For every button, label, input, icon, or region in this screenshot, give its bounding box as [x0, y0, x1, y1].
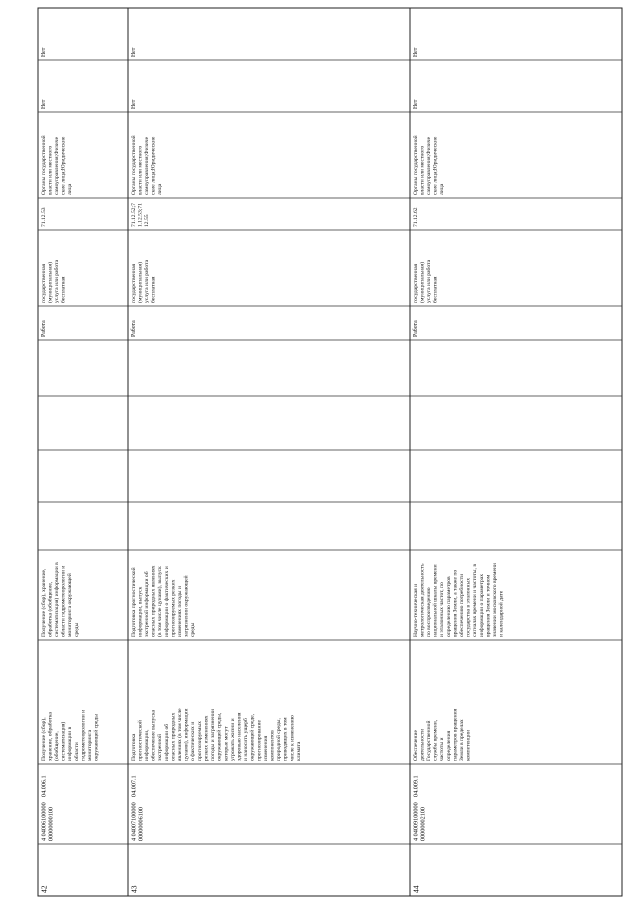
registry-code — [412, 802, 426, 841]
service-content-line: вращения Земли, а также по — [452, 569, 459, 637]
service-content-line: Подготовка прогностической — [130, 567, 137, 637]
consumers-line: ские лица;Юридические — [60, 136, 67, 195]
service-content — [413, 563, 505, 637]
service-name-line: погоды и загрязнении — [210, 709, 217, 761]
service-name-line: окружающей среды, — [216, 712, 223, 761]
payment-status-line: бесплатная — [432, 276, 439, 303]
service-name-line: Обеспечение — [412, 729, 419, 761]
service-type-line: Работа — [40, 320, 47, 337]
okved-codes — [413, 207, 419, 227]
service-content-line: Получение (сбор), хранение, — [40, 568, 47, 637]
payment-status-line: услуга или работа — [425, 259, 432, 303]
service-name-line: Получение (сбор), — [40, 717, 47, 761]
service-name-line: компонентов — [269, 730, 276, 761]
service-code — [130, 775, 137, 797]
service-content-line: Научно-техническая и — [412, 583, 419, 637]
payment-status — [41, 259, 67, 303]
service-name-line: (обобщение, — [53, 731, 60, 761]
service-code-line: 04.007.1 — [130, 775, 138, 797]
service-content-line: прогнозируемых резких — [170, 579, 177, 637]
okved-codes — [41, 207, 47, 227]
payment-status-line: государственная — [412, 263, 419, 303]
service-content-line: и календарной дате — [498, 590, 505, 637]
service-name-line: приводящих в том — [282, 717, 289, 761]
consumers-line: лица — [439, 183, 446, 195]
registry-code — [130, 802, 144, 841]
okved-codes — [131, 203, 150, 227]
service-name-line: здоровью населения — [236, 712, 243, 761]
flag-licensing — [131, 99, 137, 109]
service-name-line: определения — [445, 730, 452, 761]
flag-registry-line: Нет — [40, 47, 47, 57]
flag-registry — [41, 47, 47, 57]
consumers-line: Органы государственной — [130, 135, 137, 195]
service-code-line: 04.009.1 — [412, 775, 420, 797]
service-name-line: прогнозируемых — [196, 721, 203, 761]
service-name-line: явлениях (в том числе — [177, 708, 184, 761]
service-name-line: информации об — [163, 723, 170, 761]
consumers — [40, 135, 73, 195]
service-name-line: компетенции — [465, 729, 472, 761]
okved-codes-line: 1.12.53;71 — [137, 203, 144, 227]
service-content-line: опасных природных явлениях — [150, 565, 157, 637]
service-type-line: Работа — [130, 320, 137, 337]
consumers — [412, 135, 445, 195]
service-code — [412, 775, 419, 797]
service-code-line: 04.006.1 — [40, 775, 48, 797]
service-content-line: систематизация) информации в — [53, 562, 60, 637]
service-name-line: обеспечение выпуска — [150, 710, 157, 761]
service-name-line: экстренной — [157, 733, 164, 761]
service-type — [130, 320, 137, 337]
service-name-line: опасных природных — [170, 712, 177, 761]
registry-code-line: 4 04007100000 — [130, 802, 138, 841]
service-name-line: прогнозирование — [256, 720, 263, 761]
service-name-line: службы времени, — [432, 719, 439, 761]
service-content-line: сигналах времени и частоты, в — [472, 564, 479, 637]
service-name-line: цунами), информации — [183, 708, 190, 761]
okved-codes-line: 71.12.62 — [412, 207, 419, 227]
service-content-line: информации, выпуск — [137, 586, 144, 637]
service-content-line: обработка (обобщение, — [47, 581, 54, 637]
service-name — [412, 708, 472, 761]
consumers-line: самоуправления;Физиче — [425, 136, 432, 195]
registry-code-line: 00000002100 — [419, 806, 427, 841]
consumers-line: власти или местного — [419, 145, 426, 195]
service-content-line: изменениях погоды и — [177, 586, 184, 637]
payment-status-line: (муниципальная) — [137, 262, 144, 303]
service-content-line: информации о параметрах — [478, 573, 485, 637]
consumers-line: власти или местного — [47, 145, 54, 195]
service-name-line: частоты и — [439, 737, 446, 761]
service-name-line: области — [73, 742, 80, 761]
payment-status — [413, 259, 439, 303]
payment-status-line: услуга или работа — [53, 259, 60, 303]
registry-code-line: 4 04009100000 — [412, 802, 420, 841]
flag-registry — [413, 47, 419, 57]
service-name-line: изменения — [262, 735, 269, 761]
service-code — [40, 775, 47, 797]
flag-registry — [131, 47, 137, 57]
registry-code — [40, 802, 54, 841]
service-content-line: значении московского времени — [492, 563, 499, 637]
service-name — [131, 708, 302, 761]
flag-registry-line: Нет — [130, 47, 137, 57]
consumers-line: лица — [157, 183, 164, 195]
service-content-line: национальной шкалы времени — [432, 564, 439, 637]
service-content-line: обеспечению потребности — [459, 573, 466, 637]
service-name-line: хранение, обработка — [47, 712, 54, 761]
service-name-line: окружающей среде, — [249, 713, 256, 761]
payment-status-line: услуга или работа — [143, 259, 150, 303]
service-name-line: климата — [295, 741, 302, 761]
consumers-line: власти или местного — [137, 145, 144, 195]
service-name-line: о фактических и — [190, 721, 197, 761]
registry-code-line: 00000006100 — [137, 806, 145, 841]
payment-status — [131, 259, 157, 303]
row-number-line: 43 — [129, 885, 139, 893]
service-name-line: систематизация) — [60, 721, 67, 761]
consumers-line: самоуправления;Физиче — [143, 136, 150, 195]
service-content-line: по воспроизведению — [425, 587, 432, 637]
payment-status-line: (муниципальная) — [419, 262, 426, 303]
service-content-line: мониторинга окружающей — [67, 573, 74, 637]
row-number — [411, 885, 420, 893]
service-type-line: Работа — [412, 320, 419, 337]
service-name-line: информации в — [67, 726, 74, 761]
service-content-line: определению параметров — [445, 576, 452, 637]
okved-codes-line: 71.12.53 — [40, 207, 47, 227]
service-content-line: вращения Земли и точном — [485, 574, 492, 637]
service-content-line: информации о фактических и — [163, 566, 170, 637]
flag-licensing — [413, 99, 419, 109]
registry-code-line: 00000000100 — [47, 806, 55, 841]
consumers — [130, 135, 163, 195]
payment-status-line: государственная — [40, 263, 47, 303]
service-name-line: информации, — [143, 729, 150, 761]
service-content-line: метрологическая деятельность — [419, 563, 426, 637]
consumers-line: лица — [67, 183, 74, 195]
service-name-line: природной среды, — [276, 718, 283, 761]
service-content-line: среды — [73, 622, 80, 637]
okved-codes-line: 12.55 — [143, 214, 150, 227]
service-content-line: (в том числе цунами), выпуск — [157, 566, 164, 637]
flag-licensing-line: Нет — [40, 99, 47, 109]
consumers-line: Органы государственной — [40, 135, 47, 195]
service-name-line: окружающей среды — [93, 714, 100, 761]
service-name-line: и наносить ущерб — [243, 718, 250, 761]
service-name-line: Государственной — [425, 720, 432, 761]
consumers-line: ские лица;Юридические — [150, 136, 157, 195]
row-number-line: 42 — [39, 885, 49, 893]
row-number — [129, 885, 138, 893]
okved-codes-line: 71.12.52;7 — [130, 203, 137, 227]
row-number-line: 44 — [411, 885, 421, 893]
service-name-line: Подготовка — [130, 733, 137, 761]
service-name-line: прогностической — [137, 720, 144, 761]
service-content — [130, 565, 196, 637]
payment-status-line: бесплатная — [60, 276, 67, 303]
payment-status-line: (муниципальная) — [47, 262, 54, 303]
service-name-line: которые могут — [223, 726, 230, 761]
service-content-line: области гидрометеорологии и — [60, 565, 67, 637]
flag-registry-line: Нет — [412, 47, 419, 57]
service-content-line: экстренной информации об — [143, 571, 150, 637]
service-name-line: числе к изменению — [289, 715, 296, 761]
payment-status-line: государственная — [130, 263, 137, 303]
service-content — [40, 562, 80, 637]
consumers-line: Органы государственной — [412, 135, 419, 195]
flag-licensing-line: Нет — [130, 99, 137, 109]
service-name-line: резких изменениях — [203, 715, 210, 761]
table-border — [38, 8, 622, 896]
service-name-line: гидрометеорологии и — [80, 709, 87, 761]
service-name-line: Земли в пределах — [459, 719, 466, 761]
row-number — [39, 885, 48, 893]
consumers-line: ские лица;Юридические — [432, 136, 439, 195]
service-name — [40, 710, 100, 761]
service-name-line: деятельности — [419, 728, 426, 761]
service-content-line: и эталонных частот, по — [439, 582, 446, 637]
service-content-line: загрязнении окружающей — [183, 575, 190, 637]
consumers-line: самоуправления;Физиче — [53, 136, 60, 195]
registry-code-line: 4 04006100000 — [40, 802, 48, 841]
flag-licensing — [41, 99, 47, 109]
service-name-line: параметров вращения — [452, 708, 459, 761]
service-name-line: мониторинга — [87, 729, 94, 761]
flag-licensing-line: Нет — [412, 99, 419, 109]
payment-status-line: бесплатная — [150, 276, 157, 303]
service-content-line: среды — [190, 622, 197, 637]
service-content-line: государства в эталонных — [465, 577, 472, 637]
service-type — [412, 320, 419, 337]
service-type — [40, 320, 47, 337]
service-name-line: угрожать жизни и — [229, 718, 236, 761]
